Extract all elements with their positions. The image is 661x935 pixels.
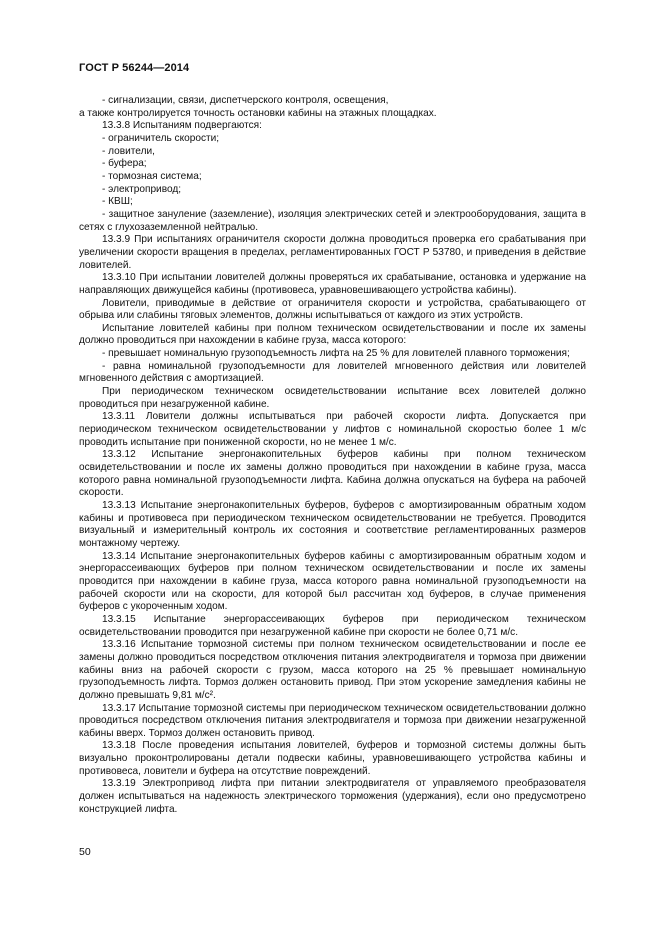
paragraph: 13.3.14 Испытание энергонакопительных буферов кабины с амортизированным обратным ходом и энергорассеивающих буферов при полном техническом освидетельствовании и после их замены проводится при нахождении в кабине груза, масса которого равна номинальной грузоподъемности на рабочей скорости или на скорости, для которой был рассчитан ход буферов, в случае применения буферов с укороченным ходом.	[79, 550, 586, 613]
paragraph: При периодическом техническом освидетельствовании испытание всех ловителей должно проводиться при незагруженной кабине.	[79, 386, 586, 410]
paragraph: - превышает номинальную грузоподъемность лифта на 25 % для ловителей плавного торможения;	[102, 348, 570, 360]
paragraph: - электропривод;	[102, 183, 182, 195]
paragraph: Испытание ловителей кабины при полном техническом освидетельствовании и после их замены должно проводиться при нахождении в кабине груза, масса которого:	[79, 322, 586, 347]
paragraph: 13.3.9 При испытаниях ограничителя скорости должна проводиться проверка его срабатывания при увеличении скорости вращения в пределах, регламентированных ГОСТ Р 53780, и приведения в действие ловителей.	[79, 234, 586, 271]
paragraph: - защитное зануление (заземление), изоляция электрических сетей и электрооборудования, защита в сетях с глухозаземленной нейтралью.	[79, 208, 586, 233]
paragraph: - сигнализации, связи, диспетчерского контроля, освещения,	[102, 95, 389, 106]
paragraph: 13.3.8 Испытаниям подвергаются:	[102, 120, 262, 132]
paragraph: 13.3.12 Испытание энергонакопительных буферов кабины при полном техническом освидетельствовании и после их замены должно проводиться при нахождении в кабине груза, масса которого равна номинальной грузоподъемности лифта. Кабина должна опускаться на буфера на рабочей скорости.	[79, 449, 586, 499]
paragraph: 13.3.11 Ловители должны испытываться при рабочей скорости лифта. Допускается при периодическом техническом освидетельствовании у лифтов с номинальной скоростью более 1 м/с проводить испытание при пониженной скорости, но не менее 1 м/с.	[79, 411, 586, 448]
paragraph: - ловители,	[102, 145, 155, 157]
standard-header: ГОСТ Р 56244—2014	[79, 62, 190, 74]
paragraph: - тормозная система;	[102, 170, 202, 182]
paragraph: - буфера;	[102, 158, 147, 170]
paragraph: 13.3.17 Испытание тормозной системы при периодическом техническом освидетельствовании должно проводиться посредством отключения питания электродвигателя и тормоза при движении незагруженной кабины вверх. Тормоз должен остановить привод.	[79, 702, 586, 739]
page-number: 50	[79, 846, 91, 858]
paragraph: 13.3.10 При испытании ловителей должны проверяться их срабатывание, остановка и удержание на направляющих движущейся кабины (противовеса, уравновешивающего устройства кабины).	[79, 272, 586, 296]
paragraph: Ловители, приводимые в действие от ограничителя скорости и устройства, срабатывающего от обрыва или слабины тяговых элементов, должны испытываться от каждого из этих устройств.	[79, 297, 586, 322]
paragraph: - равна номинальной грузоподъемности для ловителей мгновенного действия или ловителей мгновенного действия с амортизацией.	[79, 360, 586, 385]
paragraph: 13.3.13 Испытание энергонакопительных буферов, буферов с амортизированным обратным ходом кабины и противовеса при периодическом техническом освидетельствовании не требуется. Проводится визуальный и измерительный контроль их состояния и соответствие регламентированных размеров монтажному чертежу.	[79, 500, 586, 549]
document-body	[79, 95, 586, 816]
paragraph: 13.3.18 После проведения испытания ловителей, буферов и тормозной системы должны быть визуально проконтролированы детали подвески кабины, уравновешивающего устройства кабины и противовеса, ловители и буфера на отсутствие повреждений.	[79, 740, 586, 777]
paragraph: - ограничитель скорости;	[102, 132, 220, 144]
paragraph: 13.3.16 Испытание тормозной системы при полном техническом освидетельствовании и после ее замены должно проводиться посредством отключения питания электродвигателя и тормоза при движении кабины вниз на рабочей скорости с грузом, масса которого на 25 % превышает номинальную грузоподъемность лифта. Тормоз должен остановить привод. При этом ускорение замедления кабины не должно превышать 9,81 м/с².	[79, 639, 586, 701]
paragraph: - КВШ;	[102, 196, 133, 208]
paragraph: 13.3.19 Электропривод лифта при питании электродвигателя от управляемого преобразователя должен испытываться на надежность электрического торможения (удержания), если оно предусмотрено конструкцией лифта.	[79, 778, 586, 815]
paragraph: 13.3.15 Испытание энергорассеивающих буферов при периодическом техническом освидетельствовании проводится при незагруженной кабине при скорости не более 0,71 м/с.	[79, 613, 586, 638]
paragraph: а также контролируется точность остановки кабины на этажных площадках.	[79, 107, 437, 119]
